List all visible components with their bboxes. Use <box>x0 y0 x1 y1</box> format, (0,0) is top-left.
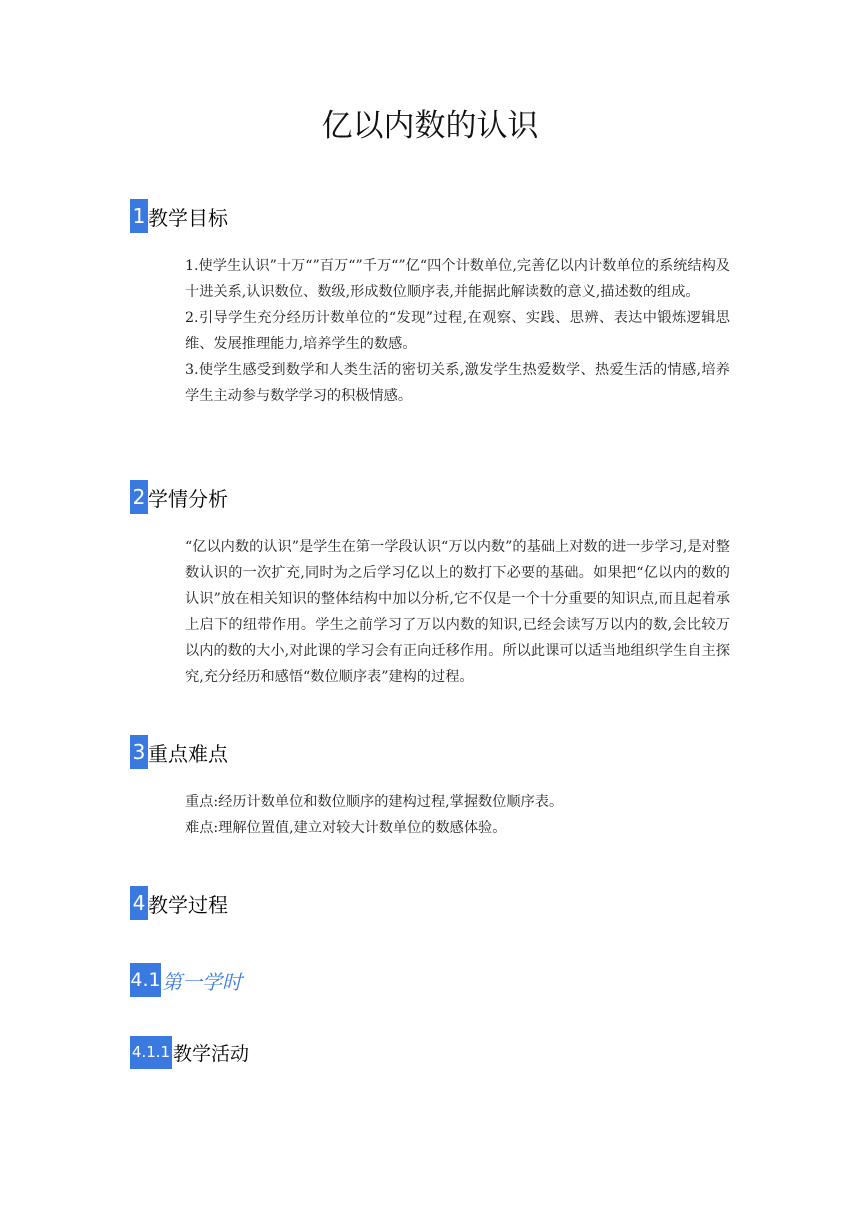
subsection-number-badge: 4.1 <box>130 963 161 997</box>
section-title: 教学过程 <box>148 892 228 917</box>
paragraph: 难点:理解位置值,建立对较大计数单位的数感体验。 <box>185 820 507 836</box>
subsubsection-number-badge: 4.1.1 <box>130 1036 172 1069</box>
subsection-heading-first-lesson <box>130 963 242 997</box>
section-title: 重点难点 <box>148 741 228 766</box>
section-heading-teaching-goals <box>130 199 228 233</box>
section-heading-learner-analysis <box>130 480 228 514</box>
section-number-badge: 2 <box>130 480 148 514</box>
page-title: 亿以内数的认识 <box>321 108 539 144</box>
section-body-teaching-goals <box>185 253 730 409</box>
section-title: 学情分析 <box>148 486 228 511</box>
section-number-badge: 4 <box>130 886 148 920</box>
paragraph: 3.使学生感受到数学和人类生活的密切关系,激发学生热爱数学、热爱生活的情感,培养学生主动参与数学学习的积极情感。 <box>185 362 730 404</box>
paragraph: 2.引导学生充分经历计数单位的“发现”过程,在观察、实践、思辨、表达中锻炼逻辑思维、发展推理能力,培养学生的数感。 <box>185 310 730 352</box>
section-body-learner-analysis <box>185 534 730 690</box>
section-heading-teaching-process <box>130 886 228 920</box>
section-body-key-points <box>185 789 730 841</box>
subsubsection-title: 教学活动 <box>173 1043 250 1065</box>
subsubsection-heading-teaching-activities <box>130 1036 249 1069</box>
paragraph: 重点:经历计数单位和数位顺序的建构过程,掌握数位顺序表。 <box>185 794 564 810</box>
section-number-badge: 3 <box>130 735 148 769</box>
section-heading-key-points <box>130 735 228 769</box>
subsection-title: 第一学时 <box>162 969 242 994</box>
section-number-badge: 1 <box>130 199 148 233</box>
paragraph: “亿以内数的认识”是学生在第一学段认识“万以内数”的基础上对数的进一步学习,是对整数认识的一次扩充,同时为之后学习亿以上的数打下必要的基础。如果把“亿以内的数的认识”放在相关知识的整体结构中加以分析,它不仅是一个十分重要的知识点,而且起着承上启下的纽带作用。学生之前学习了万以内数的知识,已经会读写万以内的数,会比较万以内的数的大小,对此课的学习会有正向迁移作用。所以此课可以适当地组织学生自主探究,充分经历和感悟“数位顺序表”建构的过程。 <box>185 539 730 685</box>
paragraph: 1.使学生认识”十万“”百万“”千万“”亿“四个计数单位,完善亿以内计数单位的系统结构及十进关系,认识数位、数级,形成数位顺序表,并能据此解读数的意义,描述数的组成。 <box>185 258 730 300</box>
section-title: 教学目标 <box>148 205 228 230</box>
